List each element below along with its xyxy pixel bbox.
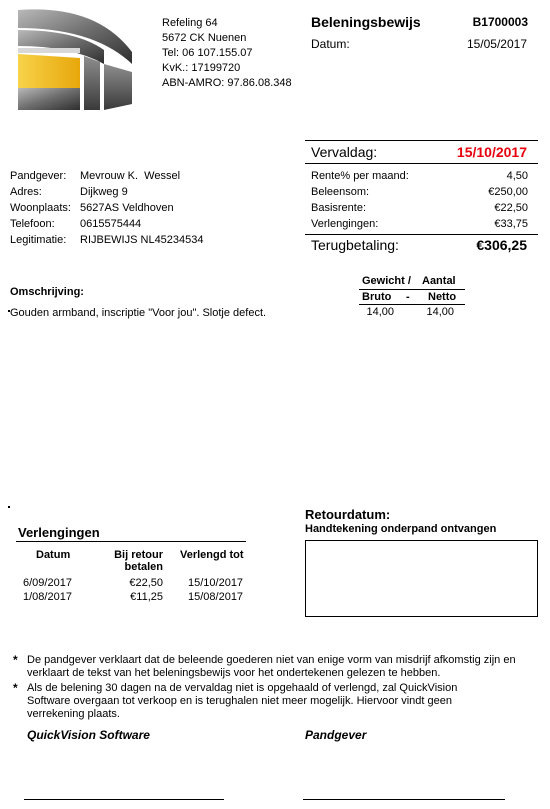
total-value: €306,25 <box>476 237 527 253</box>
pawner-label: Pandgever: <box>10 170 67 182</box>
description-header: Omschrijving: <box>10 286 84 298</box>
base-interest-value: €22,50 <box>494 202 528 214</box>
divider <box>16 541 246 542</box>
document-number: B1700003 <box>472 15 528 29</box>
term-line: verklaart de tekst van het beleningsbewijs voor het ondertekenen gelezen te hebben. <box>27 667 441 679</box>
signature-line-company <box>24 799 224 800</box>
quickvision-logo <box>16 6 134 112</box>
marker-dot <box>8 506 10 508</box>
extensions-value: €33,75 <box>494 218 528 230</box>
extensions-title: Verlengingen <box>18 525 100 540</box>
dash: - <box>406 291 410 303</box>
col-pay-header <box>100 549 163 573</box>
item-bruto: 14,00 <box>366 306 394 318</box>
term-line: verrekening plaats. <box>27 708 120 720</box>
company-postcode: 5672 CK Nuenen <box>162 32 247 44</box>
ext-until: 15/10/2017 <box>188 577 244 589</box>
signature-line-pawner <box>303 799 505 800</box>
company-phone: Tel: 06 107.155.07 <box>162 47 253 59</box>
id-label: Legitimatie: <box>10 234 67 246</box>
interest-label: Rente% per maand: <box>311 170 409 182</box>
address-value: Dijkweg 9 <box>80 186 128 198</box>
term-declaration <box>27 654 516 680</box>
count-header: Aantal <box>422 275 456 287</box>
costs-table <box>311 168 528 232</box>
netto-header: Netto <box>428 291 457 303</box>
loan-label: Beleensom: <box>311 186 370 198</box>
city-value: 5627AS Veldhoven <box>80 202 174 214</box>
term-sale <box>27 682 457 721</box>
signature-label-company: QuickVision Software <box>27 728 150 742</box>
expiry-date: 15/10/2017 <box>456 144 527 160</box>
item-description: Gouden armband, inscriptie "Voor jou". Slotje defect. <box>10 307 267 319</box>
base-interest-label: Basisrente: <box>311 202 367 214</box>
phone-value: 0615575444 <box>80 218 142 230</box>
bruto-header: Bruto <box>362 291 392 303</box>
date-value: 15/05/2017 <box>466 37 527 51</box>
return-title: Retourdatum: <box>305 507 391 522</box>
ext-until: 15/08/2017 <box>188 591 244 603</box>
item-netto: 14,00 <box>426 306 454 318</box>
phone-label: Telefoon: <box>10 218 55 230</box>
ext-date: 1/08/2017 <box>23 591 72 603</box>
extensions-label: Verlengingen: <box>311 218 379 230</box>
company-kvk: KvK.: 17199720 <box>162 62 241 74</box>
loan-value: €250,00 <box>488 186 528 198</box>
divider <box>359 289 465 290</box>
divider <box>305 234 538 235</box>
ext-amount: €11,25 <box>130 591 163 603</box>
address-label: Adres: <box>10 186 42 198</box>
bullet: * <box>13 653 18 667</box>
divider <box>359 304 465 305</box>
divider <box>305 163 538 164</box>
col-pay-header-line1: Bij retour <box>114 549 163 561</box>
id-value: RIJBEWIJS NL45234534 <box>80 234 204 246</box>
city-label: Woonplaats: <box>10 202 71 214</box>
col-pay-header-line2: betalen <box>124 561 163 573</box>
bullet: * <box>13 681 18 695</box>
company-street: Refeling 64 <box>162 17 218 29</box>
company-bank: ABN-AMRO: 97.86.08.348 <box>162 77 292 89</box>
term-line: Als de belening 30 dagen na de vervaldag niet is opgehaald of verlengd, zal QuickVision <box>27 682 458 694</box>
col-date-header: Datum <box>36 549 71 561</box>
document-title: Beleningsbewijs <box>311 14 421 30</box>
return-subtitle: Handtekening onderpand ontvangen <box>305 523 497 535</box>
signature-label-pawner: Pandgever <box>305 728 367 742</box>
ext-amount: €22,50 <box>129 577 163 589</box>
term-line: De pandgever verklaart dat de beleende goederen niet van enige vorm van misdrijf afkomstig zijn en <box>27 654 516 666</box>
weight-header: Gewicht / <box>362 275 411 287</box>
total-label: Terugbetaling: <box>311 237 399 253</box>
pawner-value: Mevrouw K. Wessel <box>80 170 181 182</box>
expiry-label: Vervaldag: <box>311 144 378 160</box>
divider <box>305 140 538 141</box>
pawner-details <box>10 168 204 248</box>
col-until-header: Verlengd tot <box>180 549 244 561</box>
ext-date: 6/09/2017 <box>23 577 72 589</box>
interest-value: 4,50 <box>506 170 528 182</box>
term-line: Software overgaan tot verkoop en is terughalen niet meer mogelijk. Hiervoor vindt geen <box>27 695 452 707</box>
receipt-signature-box <box>305 540 538 617</box>
date-label: Datum: <box>311 37 350 51</box>
